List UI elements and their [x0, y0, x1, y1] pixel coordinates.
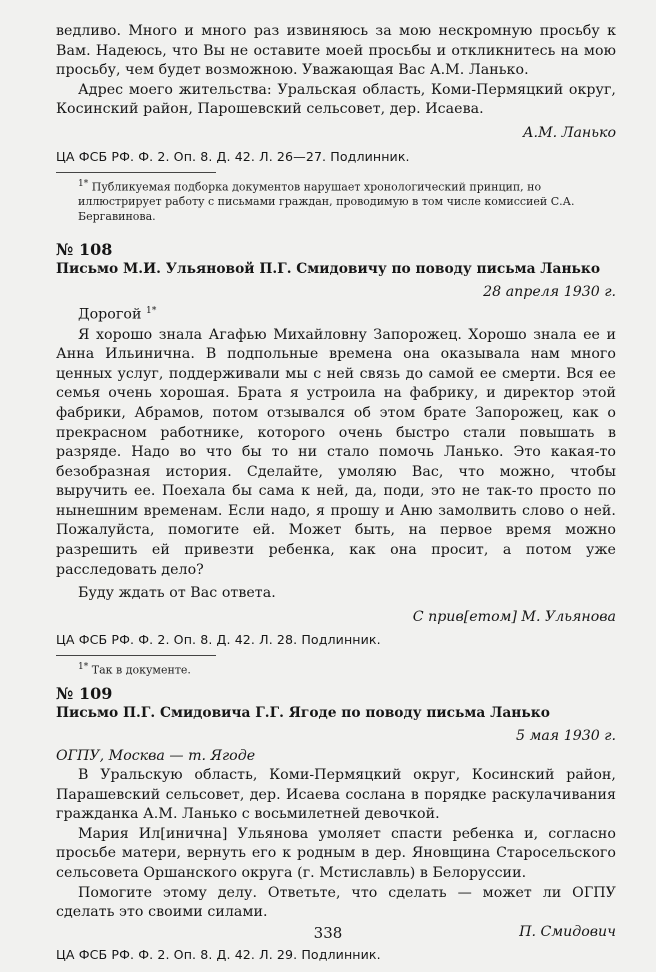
intro-address-paragraph: Адрес моего жительства: Уральская область, Коми-Пермяцкий округ, Косинский район, Парошевский сельсовет, дер. Исаева.	[56, 81, 616, 118]
footnote-text: Публикуемая подборка документов нарушает хронологический принцип, но иллюстрирует работу с письмами граждан, проводимую в том числе комиссией С.А. Бергавинова.	[78, 180, 575, 224]
doc-108-salutation	[56, 302, 616, 325]
doc-108-title: Письмо М.И. Ульяновой П.Г. Смидовичу по поводу письма Ланько	[56, 261, 601, 278]
doc-109-addressee: ОГПУ, Москва — т. Ягоде	[56, 748, 256, 765]
doc-108-archive-source: ЦА ФСБ РФ. Ф. 2. Оп. 8. Д. 42. Л. 28. Подлинник.	[56, 632, 381, 648]
doc-109-paragraph-2: Мария Ил[инична] Ульянова умоляет спасти ребенка и, согласно просьбе матери, вернуть его к родным в дер. Яновщина Старосельского сельсовета Оршанского округа (г. Мстиславль) в Белоруссии.	[56, 825, 616, 882]
doc-109-paragraph-1: В Уральскую область, Коми-Пермяцкий округ, Косинский район, Парашевский сельсовет, дер. Исаева сослана в порядке раскулачивания гражданка А.М. Ланько с восьмилетней девочкой.	[56, 767, 616, 823]
intro-footnote	[56, 177, 616, 225]
footnote-divider	[56, 655, 216, 656]
page-number: 338	[313, 924, 343, 942]
footnote-marker: 1*	[78, 662, 89, 673]
doc-109-archive-source: ЦА ФСБ РФ. Ф. 2. Оп. 8. Д. 42. Л. 29. Подлинник.	[56, 947, 381, 963]
salutation-text: Дорогой	[78, 306, 142, 323]
doc-108-date: 28 апреля 1930 г.	[483, 284, 616, 301]
salutation-footnote-marker: 1*	[146, 306, 157, 317]
intro-paragraph-1: ведливо. Много и много раз извиняюсь за мою нескромную просьбу к Вам. Надеюсь, что Вы не оставите моей просьбы и откликнитесь на мою просьбу, чем будет возможною. Уважающая Вас А.М. Ланько.	[56, 23, 616, 79]
text-column	[56, 22, 616, 964]
intro-signature: А.М. Ланько	[522, 124, 616, 141]
intro-archive-source: ЦА ФСБ РФ. Ф. 2. Оп. 8. Д. 42. Л. 26—27. Подлинник.	[56, 148, 410, 164]
doc-109-title: Письмо П.Г. Смидовича Г.Г. Ягоде по поводу письма Ланько	[56, 705, 550, 722]
footnote-marker: 1*	[78, 178, 89, 189]
footnote-text: Так в документе.	[91, 664, 191, 678]
footnote-divider	[56, 172, 216, 173]
doc-109-signature: П. Смидович	[519, 923, 616, 940]
doc-108-paragraph-1: Я хорошо знала Агафью Михайловну Запорожец. Хорошо знала ее и Анна Ильинична. В подпольные времена она оказывала нам много ценных услуг, поддерживали мы с ней связь до самой ее смерти. Вся ее семья очень хорошая. Брата я устроила на фабрику, и директор этой фабрики, Абрамов, потом отзывался об этом брате Запорожец, как о прекрасном работнике, которого очень быстро стали повышать в разряде. Надо во что бы то ни стало помочь Ланько. Это какая-то безобразная история. Сделайте, умоляю Вас, что можно, чтобы выручить ее. Поехала бы сама к ней, да, поди, это не так-то просто по нынешним временам. Если надо, я прошу и Аню замолвить слово о ней. Пожалуйста, помогите ей. Может быть, на первое время можно разрешить ей привезти ребенка, как она просит, а потом уже расследовать дело?	[56, 326, 616, 578]
doc-109-paragraph-3: Помогите этому делу. Ответьте, что сделать — может ли ОГПУ сделать это своими силами.	[56, 884, 616, 921]
doc-108-paragraph-2: Буду ждать от Вас ответа.	[78, 585, 276, 602]
doc-108-number: № 108	[56, 240, 113, 260]
doc-109-date: 5 мая 1930 г.	[516, 728, 616, 745]
doc-109-number: № 109	[56, 684, 113, 704]
doc-108-signature: С прив[етом] М. Ульянова	[412, 608, 616, 625]
doc-108-footnote	[56, 660, 616, 678]
